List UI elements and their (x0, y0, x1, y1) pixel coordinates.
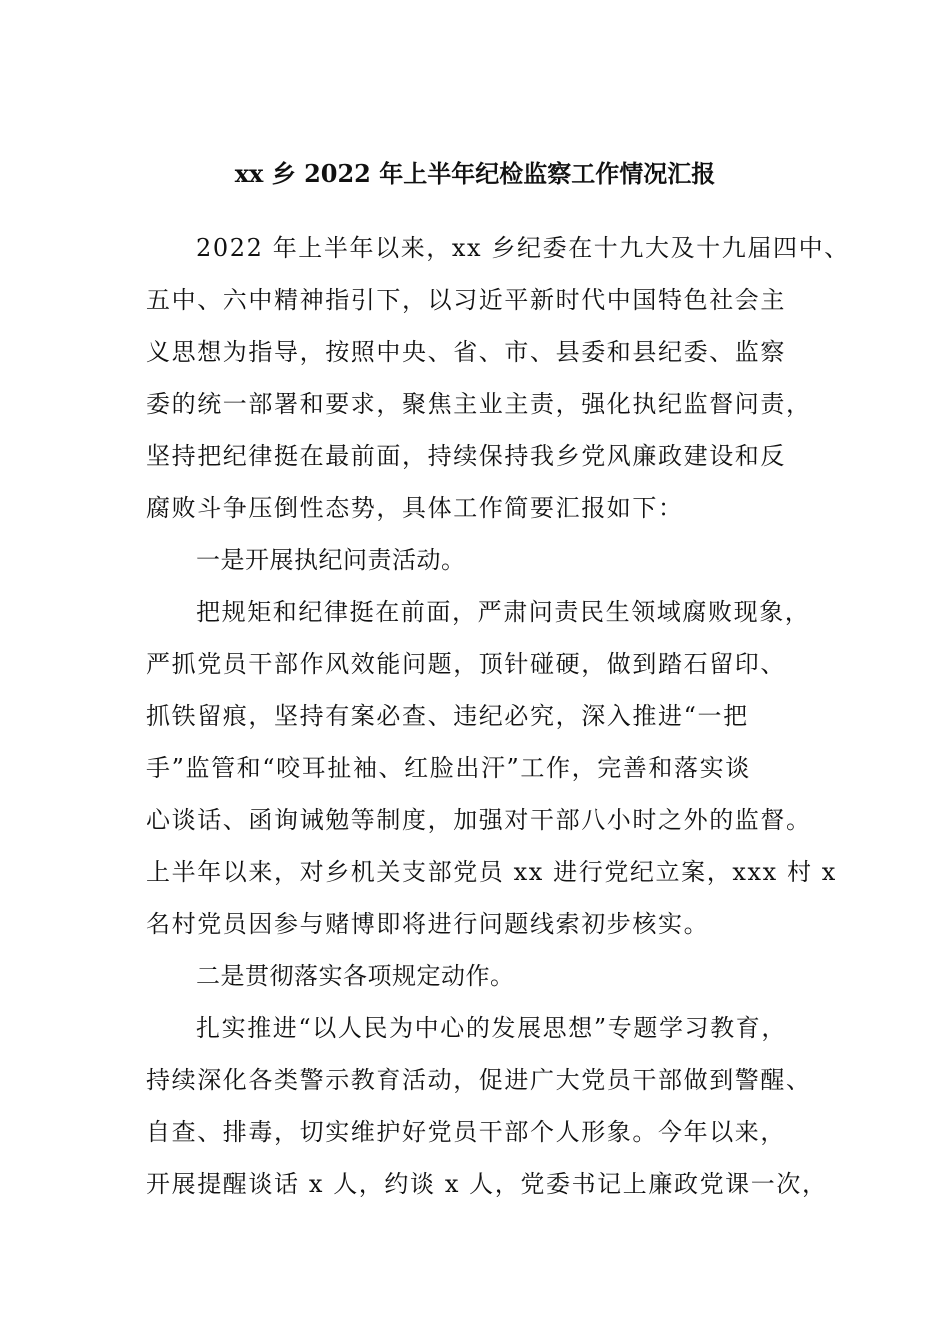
section-heading-1: 一是开展执纪问责活动。 (196, 546, 466, 574)
paragraph-3-line-2: 持续深化各类警示教育活动，促进广大党员干部做到警醒、 (146, 1066, 812, 1094)
paragraph-3-line-4: 开展提醒谈话 x 人，约谈 x 人，党委书记上廉政党课一次， (146, 1170, 828, 1198)
paragraph-1-line-3: 义思想为指导，按照中央、省、市、县委和县纪委、监察 (146, 338, 786, 366)
paragraph-1-line-5: 坚持把纪律挺在最前面，持续保持我乡党风廉政建设和反 (146, 442, 786, 470)
paragraph-3-line-1: 扎实推进“以人民为中心的发展思想”专题学习教育， (196, 1014, 787, 1042)
paragraph-2-line-7: 名村党员因参与赌博即将进行问题线索初步核实。 (146, 910, 710, 938)
paragraph-2-line-5: 心谈话、函询诫勉等制度，加强对干部八小时之外的监督。 (146, 806, 812, 834)
paragraph-1-line-1: 2022 年上半年以来，xx 乡纪委在十九大及十九届四中、 (196, 234, 850, 262)
paragraph-2-line-4: 手”监管和“咬耳扯袖、红脸出汗”工作，完善和落实谈 (146, 754, 751, 782)
document-title: xx 乡 2022 年上半年纪检监察工作情况汇报 (234, 159, 716, 188)
paragraph-2-line-3: 抓铁留痕，坚持有案必查、违纪必究，深入推进“一把 (146, 702, 749, 730)
paragraph-1-line-2: 五中、六中精神指引下，以习近平新时代中国特色社会主 (146, 286, 786, 314)
paragraph-2-line-6: 上半年以来，对乡机关支部党员 xx 进行党纪立案，xxx 村 x (146, 858, 837, 886)
paragraph-1-line-6: 腐败斗争压倒性态势，具体工作简要汇报如下： (146, 494, 684, 522)
paragraph-3-line-3: 自查、排毒，切实维护好党员干部个人形象。今年以来， (146, 1118, 786, 1146)
section-heading-2: 二是贯彻落实各项规定动作。 (196, 962, 515, 990)
paragraph-1-line-4: 委的统一部署和要求，聚焦主业主责，强化执纪监督问责， (146, 390, 812, 418)
paragraph-2-line-1: 把规矩和纪律挺在前面，严肃问责民生领域腐败现象， (196, 598, 811, 626)
paragraph-2-line-2: 严抓党员干部作风效能问题，顶针碰硬，做到踏石留印、 (146, 650, 786, 678)
